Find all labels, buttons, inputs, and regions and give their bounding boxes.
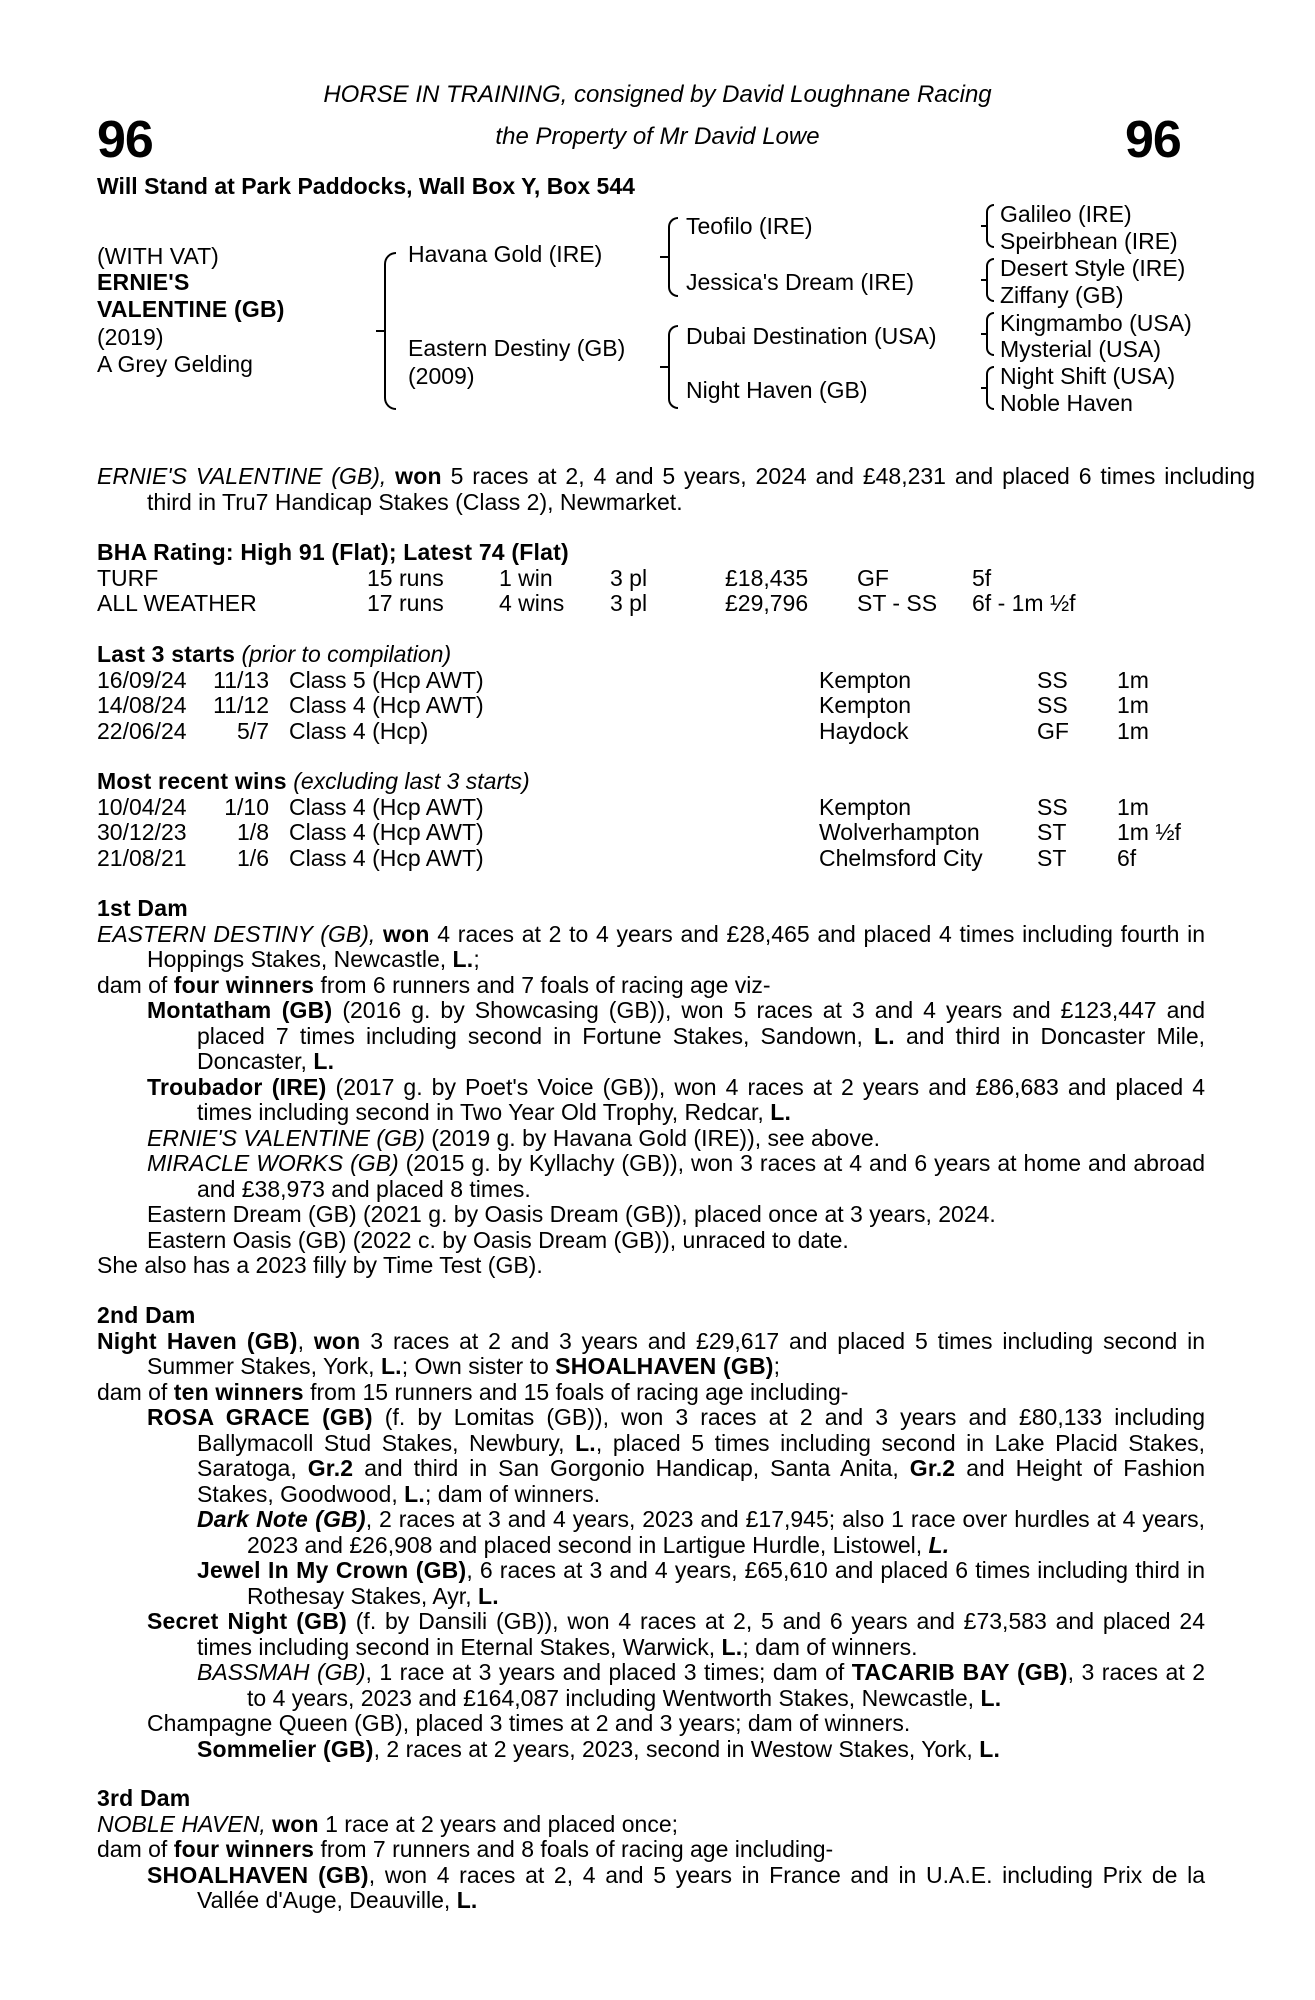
horse-description: A Grey Gelding: [97, 351, 253, 377]
won-label: won: [313, 1327, 361, 1354]
winners-count: four winners: [173, 971, 315, 998]
start-row: [97, 719, 1205, 745]
start-position: 11/13: [213, 666, 269, 693]
win-date: 30/12/23: [97, 819, 187, 845]
pedigree-dam-sire: Dubai Destination (USA): [686, 323, 937, 349]
produce-troubador: [97, 1075, 1205, 1126]
produce-rosa-grace: [97, 1405, 1205, 1507]
pedigree-brace-dam: [668, 325, 678, 409]
last3-note: (prior to compilation): [241, 641, 452, 667]
produce-name: MIRACLE WORKS (GB): [147, 1150, 399, 1176]
produce-miracle-works: [97, 1151, 1205, 1202]
produce-text: (f. by Dansili (GB)), won 4 races at 2, 5 and 6 years and £73,583 and placed 24 times including second in Eternal Stakes, Warwick,: [197, 1608, 1205, 1660]
listed-mark: L.: [980, 1684, 1002, 1711]
produce-text: (f. by Lomitas (GB)), won 3 races at 2 and 3 years and £80,133 including Ballymacoll Stud Stakes, Newbury,: [197, 1404, 1206, 1456]
start-going: SS: [1037, 692, 1068, 718]
listed-mark: L.: [770, 1099, 792, 1125]
rating-wins: 1 win: [499, 564, 553, 591]
produce-text: , 2 races at 3 and 4 years, 2023 and £17,945; also 1 race over hurdles at 4 years, 2023 and £26,908 and placed second in Lartigue Hurdle, Listowel,: [247, 1506, 1206, 1558]
win-position: 1/10: [224, 793, 269, 820]
produce-name: Jewel In My Crown (GB): [197, 1557, 467, 1583]
produce-montatham: [97, 998, 1205, 1075]
first-dam-name: EASTERN DESTINY (GB),: [97, 920, 376, 947]
listed-mark: L.: [456, 1887, 478, 1913]
pedigree-dam: Eastern Destiny (GB): [408, 335, 626, 361]
pedigree-brace-1: [384, 252, 396, 410]
win-course: Wolverhampton: [819, 819, 980, 845]
runners-text: from 7 runners and 8 foals of racing age including-: [320, 1836, 834, 1862]
pedigree-g5: Kingmambo (USA): [1000, 310, 1192, 336]
start-course: Haydock: [819, 717, 909, 744]
rating-distance: 6f - 1m ½f: [972, 590, 1076, 616]
produce-champagne-queen: Champagne Queen (GB), placed 3 times at 2 and 3 years; dam of winners.: [147, 1710, 911, 1736]
rating-runs: 15 runs: [367, 564, 444, 591]
pedigree-sire: Havana Gold (IRE): [408, 241, 603, 267]
rating-placed: 3 pl: [610, 590, 648, 616]
third-dam-text: 1 race at 2 years and placed once;: [325, 1810, 679, 1837]
win-race: Class 4 (Hcp AWT): [289, 793, 484, 820]
second-dam-text: 3 races at 2 and 3 years and £29,617 and placed 5 times including second in Summer Stakes, York,: [147, 1327, 1206, 1379]
start-date: 16/09/24: [97, 666, 187, 693]
produce-name: Dark Note (GB): [197, 1506, 366, 1532]
pedigree-brace-g4: [986, 366, 994, 410]
first-dam-section: [97, 896, 1205, 1279]
win-date: 10/04/24: [97, 793, 187, 820]
runners-text: from 6 runners and 7 foals of racing age viz-: [320, 971, 771, 998]
second-dam-produce: [97, 1380, 1205, 1406]
third-dam-section: [97, 1786, 1205, 1914]
produce-eastern-dream: Eastern Dream (GB) (2021 g. by Oasis Dream (GB)), placed once at 3 years, 2024.: [147, 1201, 996, 1227]
rating-going: GF: [857, 564, 889, 591]
start-going: GF: [1037, 717, 1069, 744]
win-going: SS: [1037, 793, 1068, 820]
first-dam-title: 1st Dam: [97, 895, 188, 921]
second-dam-name: Night Haven (GB): [97, 1327, 298, 1354]
race-summary: [97, 464, 1255, 515]
win-race: Class 4 (Hcp AWT): [289, 844, 484, 871]
produce-ernies-valentine: [97, 1126, 1205, 1152]
produce-name: BASSMAH (GB): [197, 1659, 366, 1685]
produce-shoalhaven: [97, 1863, 1205, 1914]
stand-location: Will Stand at Park Paddocks, Wall Box Y, Box 544: [97, 173, 635, 199]
pedigree-g1: Galileo (IRE): [1000, 201, 1132, 227]
horse-year: (2019): [97, 324, 164, 350]
lot-number-left: 96: [97, 111, 153, 169]
win-distance: 1m ½f: [1117, 819, 1181, 845]
start-row: [97, 693, 1205, 719]
pedigree-g8: Noble Haven: [1000, 390, 1133, 416]
rating-going: ST - SS: [857, 590, 938, 616]
produce-name: Secret Night (GB): [147, 1608, 347, 1634]
start-course: Kempton: [819, 692, 912, 718]
rating-runs: 17 runs: [367, 590, 444, 616]
recent-note: (excluding last 3 starts): [293, 768, 530, 794]
rating-surface: ALL WEATHER: [97, 590, 257, 616]
produce-text-5: ; dam of winners.: [424, 1480, 601, 1507]
produce-secret-night: [97, 1609, 1205, 1660]
rating-money: £18,435: [725, 564, 809, 591]
produce-text: , won 4 races at 2, 4 and 5 years in France and in U.A.E. including Prix de la Vallée d'Auge, Deauville,: [197, 1861, 1206, 1913]
most-recent-wins: [97, 769, 1205, 871]
produce-name: Montatham (GB): [147, 997, 333, 1023]
start-race: Class 5 (Hcp AWT): [289, 666, 484, 693]
pedigree-dam-year: (2009): [408, 363, 475, 389]
produce-eastern-oasis: Eastern Oasis (GB) (2022 c. by Oasis Dream (GB)), unraced to date.: [147, 1226, 849, 1253]
semicolon: ;: [773, 1353, 781, 1379]
produce-name: SHOALHAVEN (GB): [147, 1861, 369, 1888]
listed-mark: L.: [721, 1633, 743, 1660]
listed-mark: L.: [477, 1582, 499, 1609]
winners-count: four winners: [173, 1836, 315, 1862]
listed-mark: L.: [452, 946, 474, 972]
win-date: 21/08/21: [97, 844, 187, 871]
win-going: ST: [1037, 844, 1067, 871]
win-race: Class 4 (Hcp AWT): [289, 819, 484, 845]
pedigree-g7: Night Shift (USA): [1000, 363, 1176, 389]
second-dam-section: [97, 1303, 1205, 1762]
sister-label: ; Own sister to: [401, 1353, 549, 1379]
rating-surface: TURF: [97, 564, 159, 591]
rating-section: [97, 540, 1205, 617]
start-distance: 1m: [1117, 666, 1149, 693]
produce-name: ERNIE'S VALENTINE (GB): [147, 1124, 425, 1151]
lot-number-right: 96: [1125, 111, 1181, 169]
rating-distance: 5f: [972, 564, 992, 591]
produce-text: (2016 g. by Showcasing (GB)), won 5 races at 3 and 4 years and £123,447 and placed 7 times including second in Fortune Stakes, Sandown,: [197, 997, 1205, 1049]
produce-text-2: , placed 5 times including second in Lake Placid Stakes, Saratoga,: [197, 1429, 1206, 1481]
pedigree-g2: Speirbhean (IRE): [1000, 228, 1178, 254]
pedigree-g6: Mysterial (USA): [1000, 336, 1162, 362]
start-race: Class 4 (Hcp): [289, 717, 429, 744]
first-dam-also: She also has a 2023 filly by Time Test (GB).: [97, 1252, 543, 1278]
group-mark: Gr.2: [307, 1455, 354, 1481]
win-position: 1/6: [237, 844, 269, 871]
win-going: ST: [1037, 819, 1067, 845]
listed-mark: L.: [874, 1022, 895, 1049]
rating-wins: 4 wins: [499, 590, 565, 616]
produce-text-2: ; dam of winners.: [742, 1633, 918, 1660]
start-date: 14/08/24: [97, 692, 187, 718]
win-row: [97, 846, 1205, 872]
second-dam-title: 2nd Dam: [97, 1302, 196, 1328]
win-row: [97, 795, 1205, 821]
produce-sommelier: [97, 1737, 1205, 1763]
start-row: [97, 668, 1205, 694]
produce-text-4: and Height of Fashion Stakes, Goodwood,: [197, 1455, 1206, 1507]
third-dam-title: 3rd Dam: [97, 1785, 191, 1811]
produce-name: Troubador (IRE): [147, 1073, 327, 1100]
sister-name: SHOALHAVEN (GB): [555, 1353, 774, 1379]
rating-row-turf: [97, 566, 1205, 592]
summary-text-2: times including third in Tru7 Handicap Stakes (Class 2), Newmarket.: [147, 463, 1255, 515]
summary-text-1: 5 races at 2, 4 and 5 years, 2024 and £48,231 and placed 6: [450, 463, 1092, 489]
start-race: Class 4 (Hcp AWT): [289, 692, 484, 718]
property-line: the Property of Mr David Lowe: [495, 123, 820, 150]
group-mark: Gr.2: [909, 1455, 956, 1481]
produce-text: (2019 g. by Havana Gold (IRE)), see above.: [431, 1124, 881, 1151]
start-distance: 1m: [1117, 717, 1149, 744]
listed-mark: L.: [979, 1735, 1001, 1762]
runners-text: from 15 runners and 15 foals of racing age including-: [310, 1378, 849, 1405]
summary-won: won: [395, 463, 442, 489]
start-position: 5/7: [237, 717, 269, 744]
pedigree-sire-dam: Jessica's Dream (IRE): [686, 269, 915, 295]
dam-of-label: dam of: [97, 1378, 168, 1405]
pedigree-dam-dam: Night Haven (GB): [686, 377, 868, 403]
pedigree-brace-g1: [986, 204, 994, 248]
start-going: SS: [1037, 666, 1068, 693]
horse-name-2: VALENTINE (GB): [97, 296, 285, 322]
pedigree-brace-g2: [986, 258, 994, 302]
start-distance: 1m: [1117, 692, 1149, 718]
win-position: 1/8: [237, 819, 269, 845]
third-dam-name: NOBLE HAVEN,: [97, 1810, 266, 1837]
pedigree-g3: Desert Style (IRE): [1000, 255, 1186, 281]
listed-mark: L.: [380, 1353, 402, 1379]
listed-mark: L.: [313, 1048, 335, 1074]
pedigree-brace-g3: [986, 312, 994, 356]
rating-money: £29,796: [725, 590, 809, 616]
win-course: Kempton: [819, 793, 912, 820]
listed-mark: L.: [404, 1480, 425, 1507]
produce-text: , 1 race at 3 years and placed 3 times; dam of: [365, 1659, 845, 1685]
last3-title: Last 3 starts: [97, 641, 236, 667]
third-dam-produce: [97, 1837, 1205, 1863]
horse-name-1: ERNIE'S: [97, 269, 190, 295]
last-3-starts: [97, 642, 1205, 744]
win-distance: 6f: [1117, 844, 1137, 871]
rating-row-aw: [97, 591, 1205, 617]
produce-bassmah: [97, 1660, 1205, 1711]
won-label: won: [382, 920, 430, 947]
bha-rating-title: BHA Rating: High 91 (Flat); Latest 74 (Flat): [97, 539, 569, 565]
produce-text-2: and third in Doncaster Mile, Doncaster,: [197, 1022, 1206, 1074]
start-position: 11/12: [213, 692, 269, 718]
consignor-line: HORSE IN TRAINING, consigned by David Loughnane Racing: [323, 81, 992, 108]
vat-note: (WITH VAT): [97, 243, 219, 269]
produce-text-3: and third in San Gorgonio Handicap, Santa Anita,: [364, 1455, 899, 1481]
win-distance: 1m: [1117, 793, 1149, 820]
produce-text-2: , 3 races at 2 to 4 years, 2023 and £164,087 including Wentworth Stakes, Newcastle,: [247, 1659, 1205, 1711]
win-row: [97, 820, 1205, 846]
produce-tacarib-bay: TACARIB BAY (GB): [851, 1659, 1068, 1685]
dam-of-label: dam of: [97, 971, 168, 998]
start-date: 22/06/24: [97, 717, 187, 744]
start-course: Kempton: [819, 666, 912, 693]
summary-horse-name: ERNIE'S VALENTINE (GB),: [97, 463, 387, 489]
produce-text: (2015 g. by Kyllachy (GB)), won 3 races at 4 and 6 years at home and abroad and £38,973 and placed 8 times.: [197, 1150, 1205, 1202]
dam-of-label: dam of: [97, 1836, 168, 1862]
first-dam-record: [97, 922, 1205, 973]
comma: ,: [297, 1327, 304, 1354]
recent-title: Most recent wins: [97, 768, 287, 794]
third-dam-record: [97, 1812, 1205, 1838]
produce-dark-note: [97, 1507, 1205, 1558]
punct: ;: [473, 946, 480, 972]
rating-placed: 3 pl: [610, 564, 648, 591]
pedigree-g4: Ziffany (GB): [1000, 282, 1124, 308]
winners-count: ten winners: [173, 1378, 304, 1405]
first-dam-produce: [97, 973, 1205, 999]
pedigree-brace-sire: [668, 217, 678, 297]
listed-mark: L.: [575, 1429, 596, 1456]
produce-jewel-in-my-crown: [97, 1558, 1205, 1609]
listed-mark: L.: [928, 1531, 950, 1558]
produce-text: , 6 races at 3 and 4 years, £65,610 and placed 6 times including third in Rothesay Stakes, Ayr,: [247, 1557, 1205, 1609]
win-course: Chelmsford City: [819, 844, 983, 871]
first-dam-text: 4 races at 2 to 4 years and £28,465 and placed 4 times including fourth in Hoppings Stakes, Newcastle,: [147, 920, 1206, 972]
produce-text: (2017 g. by Poet's Voice (GB)), won 4 races at 2 years and £86,683 and placed 4 times including second in Two Year Old Trophy, Redcar,: [197, 1073, 1205, 1125]
second-dam-record: [97, 1329, 1205, 1380]
produce-text: , 2 races at 2 years, 2023, second in Westow Stakes, York,: [373, 1735, 973, 1762]
won-label: won: [272, 1810, 319, 1837]
pedigree-sire-sire: Teofilo (IRE): [686, 213, 813, 239]
produce-name: Sommelier (GB): [197, 1735, 374, 1762]
produce-name: ROSA GRACE (GB): [147, 1404, 373, 1430]
